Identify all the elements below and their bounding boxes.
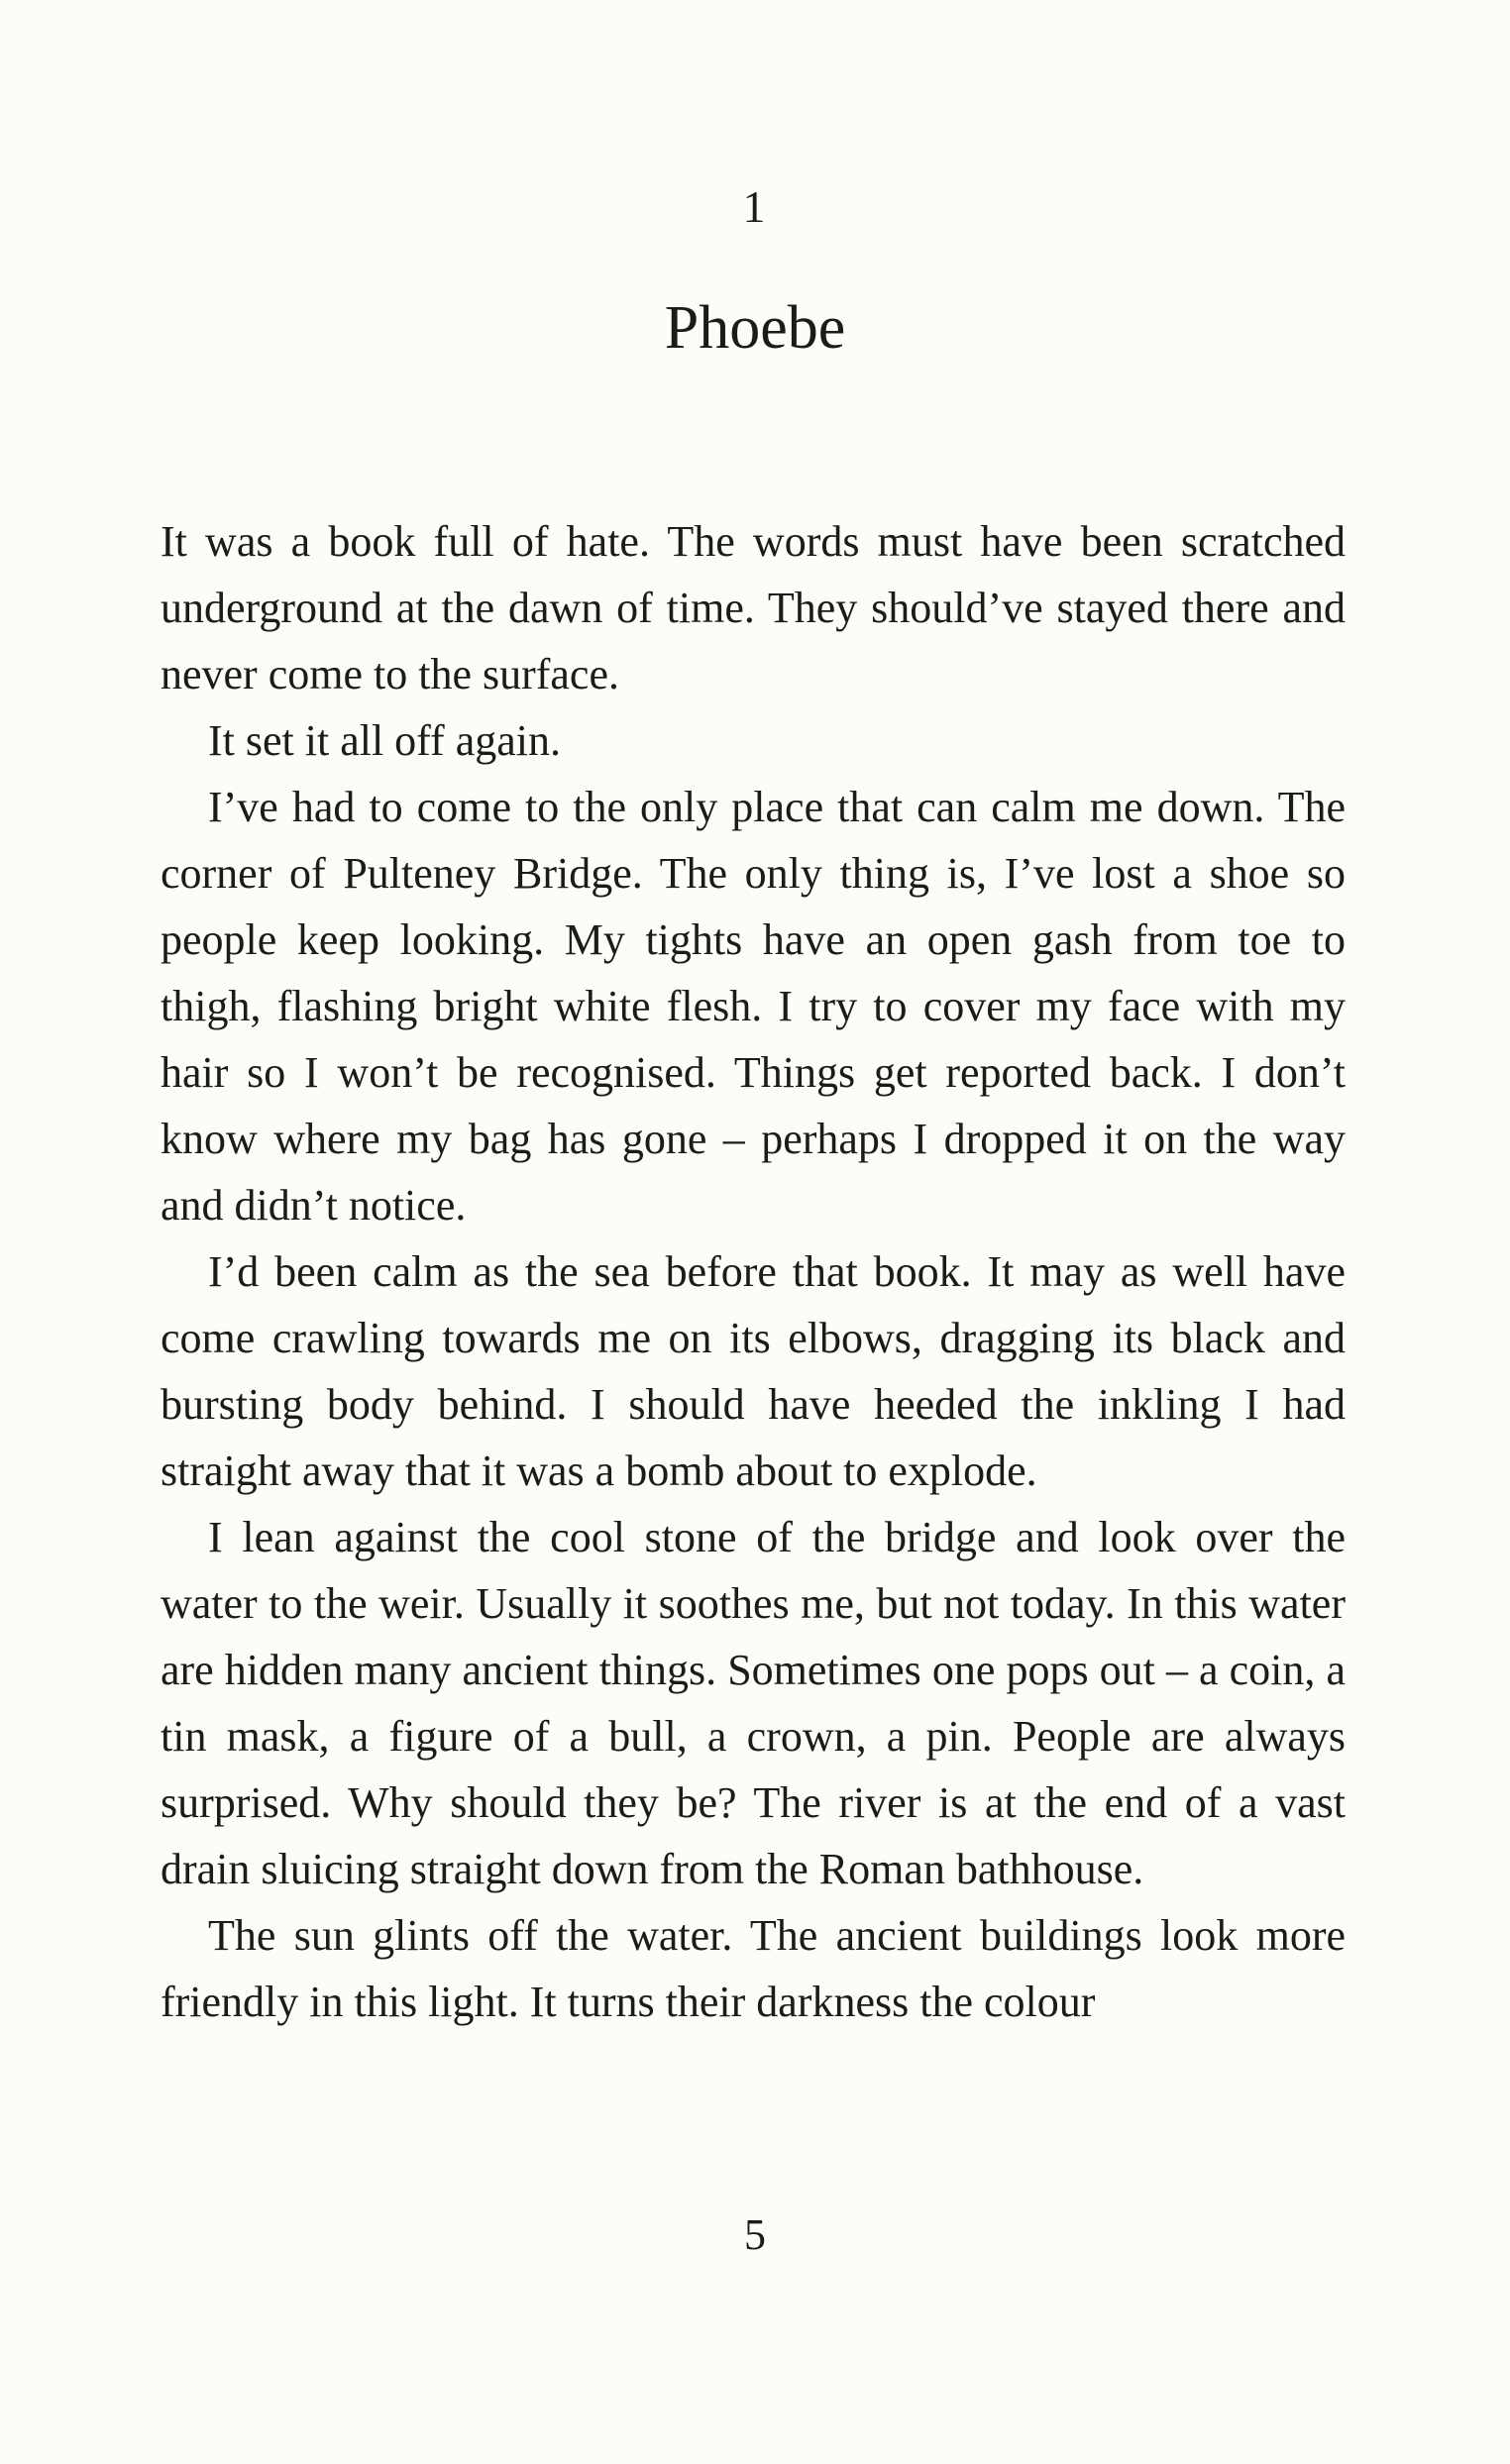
chapter-title: Phoebe bbox=[664, 294, 846, 362]
paragraph: I’ve had to come to the only place that can calm me down. The corner of Pulteney Bridge. The only thing is, I’ve lost a shoe so people keep looking. My tights have an open gash from toe to thigh, flashing bright white flesh. I try to cover my face with my hair so I won’t be recognised. Things get reported back. I don’t know where my bag has gone – perhaps I dropped it on the way and didn’t notice. bbox=[161, 783, 1346, 1230]
paragraph: It was a book full of hate. The words must have been scratched underground at the dawn of time. They should’ve stayed there and never come to the surface. bbox=[161, 517, 1346, 698]
paragraph: The sun glints off the water. The ancient buildings look more friendly in this light. It turns their darkness the colour bbox=[161, 1911, 1346, 2026]
paragraph: I’d been calm as the sea before that book. It may as well have come crawling towards me on its elbows, dragging its black and bursting body behind. I should have heeded the inkling I had straight away that it was a bomb about to explode. bbox=[161, 1247, 1346, 1495]
paragraph: I lean against the cool stone of the bridge and look over the water to the weir. Usually it soothes me, but not today. In this water are hidden many ancient things. Sometimes one pops out – a coin, a tin mask, a figure of a bull, a crown, a pin. People are always surprised. Why should they be? The river is at the end of a vast drain sluicing straight down from the Roman bathhouse. bbox=[161, 1513, 1346, 1893]
paragraph: It set it all off again. bbox=[208, 716, 561, 765]
page-number: 5 bbox=[744, 2210, 766, 2259]
chapter-body bbox=[161, 508, 1346, 2035]
chapter-number: 1 bbox=[742, 181, 768, 232]
